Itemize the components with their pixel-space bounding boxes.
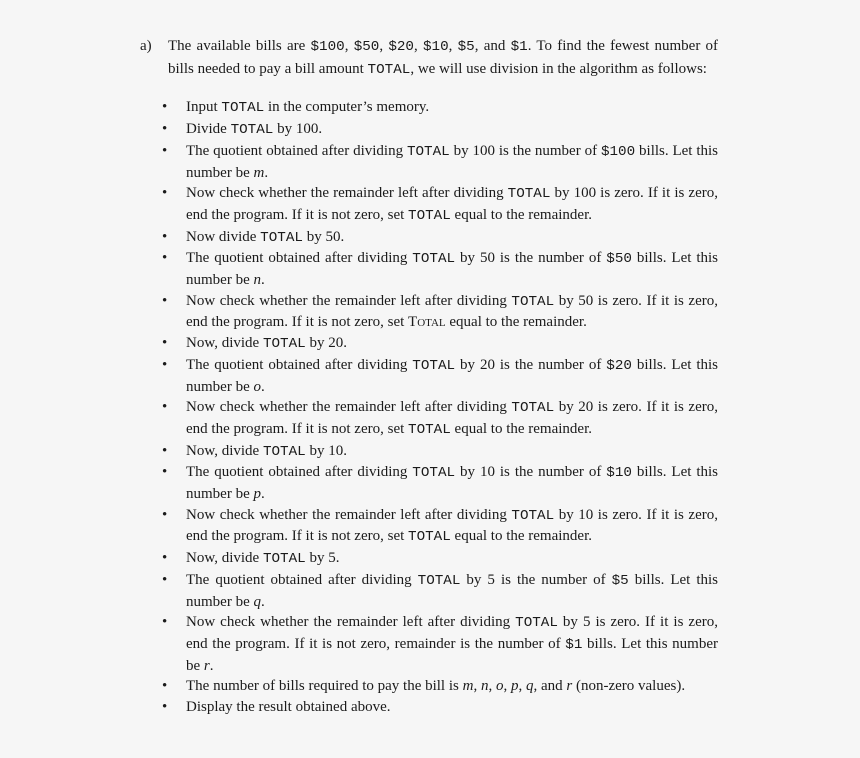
text-segment: , — [344, 38, 354, 54]
text-segment: p — [510, 678, 519, 695]
text-segment: The available bills are — [168, 38, 311, 54]
text-segment: by 100 is zero. If it is zero, end the program. If it is not zero, set — [186, 185, 718, 223]
text-segment: TOTAL — [260, 229, 303, 246]
text-segment: , — [518, 678, 526, 695]
text-segment: by 50 is zero. If it is zero, end the program. If it is not zero, set — [186, 292, 718, 331]
bullet-item — [140, 462, 718, 504]
text-segment: TOTAL — [262, 551, 306, 568]
text-segment: by 10. — [305, 442, 347, 459]
text-segment: Now check whether the remainder left after dividing — [186, 185, 508, 202]
bullet-icon: • — [162, 571, 168, 588]
text-segment: . To find the fewest number of bills needed to pay a bill amount — [168, 38, 719, 77]
bullet-icon: • — [162, 292, 168, 309]
text-segment: $5 — [611, 572, 629, 589]
bullet-icon: • — [162, 185, 168, 202]
text-segment: , — [488, 678, 496, 695]
text-segment: , and — [474, 38, 511, 54]
text-segment: TOTAL — [515, 615, 558, 632]
bullet-item — [140, 505, 718, 548]
text-segment: q — [525, 678, 534, 695]
text-segment: $100 — [600, 143, 636, 160]
bullet-list — [140, 97, 718, 717]
text-segment: . — [264, 164, 269, 181]
text-segment: $50 — [606, 251, 632, 268]
text-segment: . — [260, 272, 265, 289]
text-segment: TOTAL — [511, 400, 555, 417]
text-segment: TOTAL — [262, 443, 306, 460]
text-segment: in the computer’s memory. — [264, 99, 430, 116]
bullet-item — [140, 97, 718, 119]
text-segment: by 20. — [305, 335, 347, 352]
text-segment: , — [379, 38, 389, 54]
text-segment: Now check whether the remainder left after dividing — [186, 506, 512, 523]
text-segment: bills. Let this number be — [186, 356, 718, 395]
bullet-icon: • — [162, 699, 168, 716]
bullet-item — [140, 141, 718, 183]
text-segment: $20 — [388, 39, 414, 55]
text-segment: $10 — [422, 39, 449, 55]
text-segment: Now divide — [186, 228, 261, 245]
bullet-item — [140, 676, 718, 697]
bullet-item — [140, 441, 718, 463]
item-label: a) — [140, 38, 152, 54]
bullet-item — [140, 697, 718, 718]
text-segment: The quotient obtained after dividing — [186, 464, 413, 481]
text-segment: r — [203, 657, 210, 674]
text-segment: by 20 is zero. If it is zero, end the program. If it is not zero, set — [186, 399, 718, 437]
text-segment: TOTAL — [417, 572, 461, 589]
bullet-icon: • — [162, 442, 168, 459]
text-segment: The quotient obtained after dividing — [186, 250, 413, 267]
text-segment: , — [448, 38, 458, 54]
text-segment: equal to the remainder. — [450, 420, 592, 437]
text-segment: TOTAL — [412, 357, 456, 374]
text-segment: , — [503, 678, 511, 695]
text-segment: TOTAL — [408, 207, 451, 224]
text-segment: bills. Let this number be — [186, 142, 719, 181]
text-segment: Now check whether the remainder left after dividing — [186, 399, 512, 416]
text-segment: equal to the remainder. — [445, 314, 587, 331]
intro-text — [168, 38, 718, 77]
text-segment: TOTAL — [408, 529, 451, 546]
bullet-icon: • — [162, 506, 168, 523]
bullet-item — [140, 119, 718, 141]
text-segment: The quotient obtained after dividing — [186, 356, 413, 373]
bullet-icon: • — [162, 121, 168, 138]
text-segment: q — [253, 593, 261, 610]
text-segment: $5 — [457, 39, 475, 55]
text-segment: $1 — [565, 636, 583, 653]
text-segment: m — [253, 164, 265, 181]
text-segment: equal to the remainder. — [450, 206, 592, 223]
text-segment: Display the result obtained above. — [186, 699, 391, 716]
text-segment: TOTAL — [406, 143, 450, 160]
text-segment: o — [253, 378, 261, 395]
text-segment: by 5 is the number of — [460, 571, 612, 588]
text-segment: TOTAL — [367, 61, 411, 78]
bullet-icon: • — [162, 142, 168, 159]
bullet-item — [140, 248, 718, 290]
text-segment: (non-zero values). — [572, 678, 686, 695]
text-segment: p — [253, 486, 261, 503]
text-segment: by 10 is zero. If it is zero, end the program. If it is not zero, set — [186, 506, 718, 545]
bullet-icon: • — [162, 356, 168, 373]
text-segment: . — [260, 378, 265, 395]
bullet-item — [140, 355, 718, 397]
text-segment: equal to the remainder. — [450, 528, 592, 545]
bullet-icon: • — [162, 550, 168, 567]
text-segment: TOTAL — [221, 100, 265, 117]
text-segment: , and — [533, 678, 567, 695]
text-segment: by 20 is the number of — [455, 356, 607, 373]
bullet-item — [140, 183, 718, 226]
text-segment: , we will use division in the algorithm as follows: — [410, 60, 707, 77]
text-segment: . — [260, 486, 265, 503]
text-segment: n — [480, 678, 489, 695]
text-segment: . — [260, 593, 265, 610]
text-segment: TOTAL — [507, 186, 551, 203]
text-segment: by 10 is the number of — [455, 464, 607, 481]
text-segment: n — [253, 272, 261, 289]
text-segment: by 5 is zero. If it is zero, end the program. If it is not zero, remainder is the number of — [186, 614, 718, 652]
text-segment: bills. Let this number be — [186, 464, 718, 503]
bullet-item — [140, 227, 718, 249]
text-segment: $50 — [353, 39, 380, 55]
text-segment: bills. Let this number be — [186, 635, 718, 674]
text-segment: The number of bills required to pay the bill is — [186, 678, 463, 695]
text-segment: Now check whether the remainder left after dividing — [186, 292, 512, 309]
text-segment: by 100. — [273, 121, 323, 138]
text-segment: m — [462, 678, 474, 695]
text-segment: TOTAL — [511, 293, 555, 310]
text-segment: Input — [186, 99, 222, 116]
text-segment: Now, divide — [186, 550, 263, 567]
bullet-icon: • — [162, 464, 168, 481]
text-segment: $20 — [606, 357, 632, 374]
text-segment: r — [566, 678, 573, 695]
text-segment: $1 — [510, 39, 528, 55]
text-segment: TOTAL — [412, 465, 456, 482]
text-segment: TOTAL — [262, 336, 306, 353]
text-segment: Now, divide — [186, 442, 263, 459]
text-segment: by 50 is the number of — [455, 250, 607, 267]
text-segment: TOTAL — [412, 251, 456, 268]
text-segment: TOTAL — [511, 507, 555, 524]
bullet-item — [140, 570, 718, 612]
bullet-item — [140, 548, 718, 570]
intro-paragraph — [140, 36, 718, 81]
bullet-item — [140, 612, 718, 676]
text-segment: Now, divide — [186, 335, 263, 352]
text-segment: TOTAL — [408, 421, 451, 438]
text-segment: Total — [408, 314, 446, 331]
text-segment: The quotient obtained after dividing — [186, 142, 407, 159]
text-segment: . — [209, 657, 214, 674]
text-segment: bills. Let this number be — [186, 250, 718, 289]
text-segment: The quotient obtained after dividing — [186, 571, 418, 588]
bullet-icon: • — [162, 99, 168, 116]
text-segment: bills. Let this number be — [186, 571, 719, 610]
text-segment: by 5. — [305, 550, 340, 567]
text-segment: Divide — [186, 121, 231, 138]
text-segment: by 50. — [302, 228, 345, 245]
text-segment: , — [473, 678, 481, 695]
bullet-icon: • — [162, 250, 168, 267]
text-segment: , — [413, 38, 423, 54]
bullet-icon: • — [162, 678, 168, 695]
bullet-icon: • — [162, 614, 168, 631]
text-segment: Now check whether the remainder left after dividing — [186, 614, 516, 631]
bullet-icon: • — [162, 399, 168, 416]
text-segment: TOTAL — [230, 122, 274, 139]
text-segment: by 100 is the number of — [449, 142, 601, 159]
text-segment: $100 — [310, 39, 345, 55]
text-segment: o — [495, 678, 504, 695]
bullet-icon: • — [162, 335, 168, 352]
bullet-item — [140, 291, 718, 333]
bullet-item — [140, 397, 718, 440]
text-segment: $10 — [606, 465, 632, 482]
bullet-item — [140, 333, 718, 355]
bullet-icon: • — [162, 228, 168, 245]
text-block — [140, 36, 718, 718]
